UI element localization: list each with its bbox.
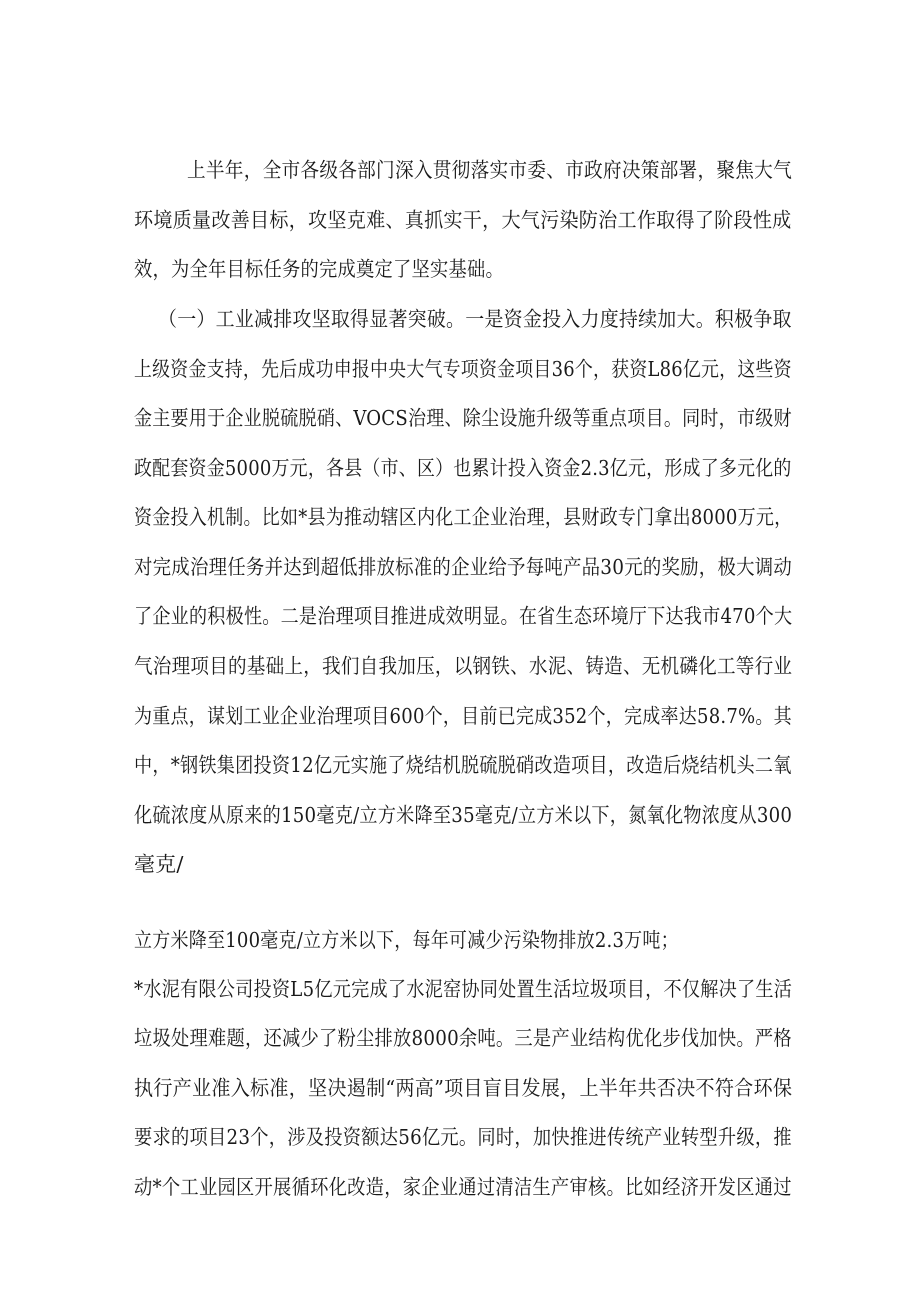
text-line: *水泥有限公司投资L5亿元完成了水泥窑协同处置生活垃圾项目，不仅解决了生活 (134, 977, 793, 1001)
text-line: 上级资金支持，先后成功申报中央大气专项资金项目36个，获资L86亿元，这些资 (134, 357, 792, 381)
text-line: 化硫浓度从原来的150毫克/立方米降至35毫克/立方米以下，氮氧化物浓度从300 (134, 803, 793, 827)
text-line: 要求的项目23个，涉及投资额达56亿元。同时，加快推进传统产业转型升级，推 (134, 1125, 792, 1149)
text-line: 执行产业准入标准，坚决遏制“两高”项目盲目发展，上半年共否决不符合环保 (134, 1076, 793, 1100)
text-line: 政配套资金5000万元，各县（市、区）也累计投入资金2.3亿元，形成了多元化的 (134, 456, 792, 480)
text-line: 对完成治理任务并达到超低排放标准的企业给予每吨产品30元的奖励，极大调动 (134, 555, 793, 579)
text-line: （一）工业减排攻坚取得显著突破。一是资金投入力度持续加大。积极争取 (158, 307, 792, 331)
text-line: 资金投入机制。比如*县为推动辖区内化工企业治理，县财政专门拿出8000万元， (134, 505, 793, 529)
text-line: 环境质量改善目标，攻坚克难、真抓实干，大气污染防治工作取得了阶段性成 (134, 208, 792, 232)
text-line: 气治理项目的基础上，我们自我加压，以钢铁、水泥、铸造、无机磷化工等行业 (134, 654, 793, 678)
text-line: 动*个工业园区开展循环化改造，家企业通过清洁生产审核。比如经济开发区通过 (134, 1175, 792, 1199)
text-line: 上半年，全市各级各部门深入贯彻落实市委、市政府决策部署，聚焦大气 (187, 158, 792, 182)
text-line: 毫克/ (134, 852, 184, 876)
text-line: 金主要用于企业脱硫脱硝、VOCS治理、除尘设施升级等重点项目。同时，市级财 (134, 406, 792, 430)
text-line: 立方米降至100毫克/立方米以下，每年可减少污染物排放2.3万吨； (134, 928, 679, 952)
text-line: 垃圾处理难题，还减少了粉尘排放8000余吨。三是产业结构优化步伐加快。严格 (134, 1026, 792, 1050)
text-line: 效，为全年目标任务的完成奠定了坚实基础。 (134, 257, 505, 281)
text-line: 为重点，谋划工业企业治理项目600个，目前已完成352个，完成率达58.7%。其 (134, 704, 792, 728)
text-line: 了企业的积极性。二是治理项目推进成效明显。在省生态环境厅下达我市470个大 (134, 604, 793, 628)
text-line: 中，*钢铁集团投资12亿元实施了烧结机脱硫脱硝改造项目，改造后烧结机头二氧 (134, 753, 792, 777)
